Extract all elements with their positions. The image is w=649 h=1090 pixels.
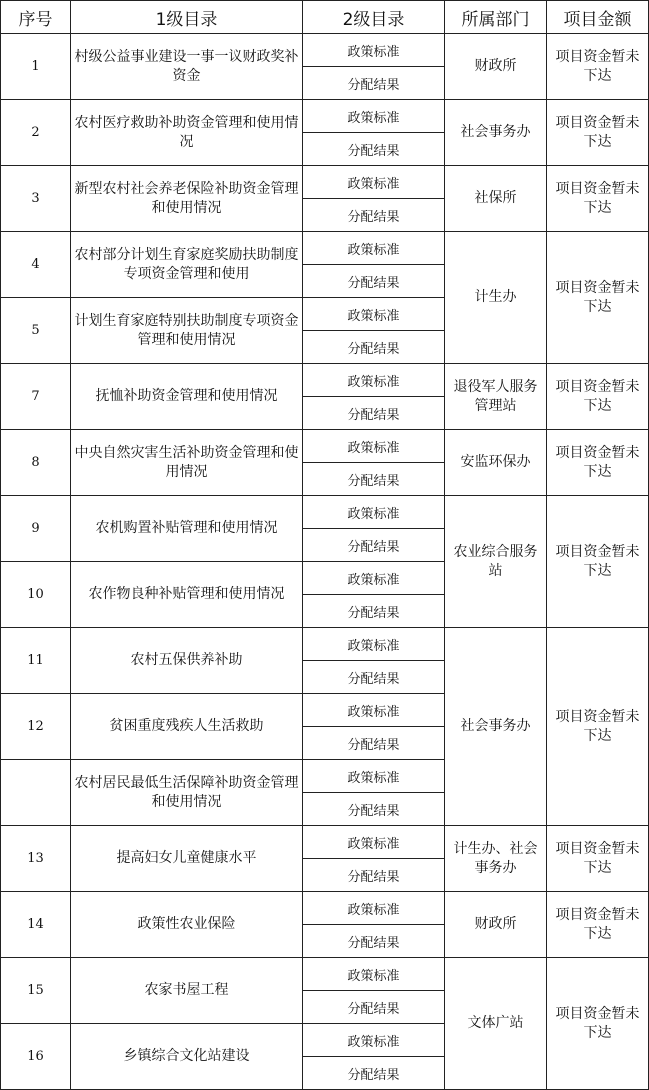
level2-policy-standard: 政策标准 xyxy=(303,562,445,595)
level2-allocation-result: 分配结果 xyxy=(303,331,445,364)
table-row xyxy=(1,430,649,463)
level2-allocation-result: 分配结果 xyxy=(303,397,445,430)
table-row xyxy=(1,100,649,133)
department-cell: 退役军人服务管理站 xyxy=(445,364,547,430)
level2-policy-standard: 政策标准 xyxy=(303,694,445,727)
amount-cell: 项目资金暂未下达 xyxy=(547,232,649,364)
level1-item: 农村五保供养补助 xyxy=(71,628,303,694)
row-seq: 5 xyxy=(1,298,71,364)
level2-allocation-result: 分配结果 xyxy=(303,265,445,298)
amount-cell: 项目资金暂未下达 xyxy=(547,826,649,892)
level1-item: 乡镇综合文化站建设 xyxy=(71,1024,303,1090)
row-seq: 4 xyxy=(1,232,71,298)
row-seq: 10 xyxy=(1,562,71,628)
level2-policy-standard: 政策标准 xyxy=(303,166,445,199)
level2-allocation-result: 分配结果 xyxy=(303,1057,445,1090)
level2-allocation-result: 分配结果 xyxy=(303,991,445,1024)
level2-allocation-result: 分配结果 xyxy=(303,793,445,826)
header-level1: 1级目录 xyxy=(71,1,303,34)
level2-allocation-result: 分配结果 xyxy=(303,463,445,496)
department-cell: 财政所 xyxy=(445,34,547,100)
level2-policy-standard: 政策标准 xyxy=(303,298,445,331)
level1-item: 农村医疗救助补助资金管理和使用情况 xyxy=(71,100,303,166)
level2-allocation-result: 分配结果 xyxy=(303,661,445,694)
level2-policy-standard: 政策标准 xyxy=(303,100,445,133)
level1-item: 农村部分计划生育家庭奖励扶助制度专项资金管理和使用 xyxy=(71,232,303,298)
level1-item: 农机购置补贴管理和使用情况 xyxy=(71,496,303,562)
level1-item: 农家书屋工程 xyxy=(71,958,303,1024)
level2-policy-standard: 政策标准 xyxy=(303,628,445,661)
row-seq: 13 xyxy=(1,826,71,892)
level2-allocation-result: 分配结果 xyxy=(303,727,445,760)
level1-item: 提高妇女儿童健康水平 xyxy=(71,826,303,892)
level1-item: 抚恤补助资金管理和使用情况 xyxy=(71,364,303,430)
level2-policy-standard: 政策标准 xyxy=(303,364,445,397)
table-row xyxy=(1,628,649,661)
level1-item: 村级公益事业建设一事一议财政奖补资金 xyxy=(71,34,303,100)
department-cell: 财政所 xyxy=(445,892,547,958)
level1-item: 计划生育家庭特别扶助制度专项资金管理和使用情况 xyxy=(71,298,303,364)
level2-policy-standard: 政策标准 xyxy=(303,826,445,859)
department-cell: 文体广站 xyxy=(445,958,547,1090)
row-seq: 2 xyxy=(1,100,71,166)
table-row xyxy=(1,892,649,925)
level2-allocation-result: 分配结果 xyxy=(303,199,445,232)
level2-policy-standard: 政策标准 xyxy=(303,892,445,925)
amount-cell: 项目资金暂未下达 xyxy=(547,628,649,826)
level2-policy-standard: 政策标准 xyxy=(303,232,445,265)
table-row xyxy=(1,34,649,67)
level2-allocation-result: 分配结果 xyxy=(303,595,445,628)
level2-allocation-result: 分配结果 xyxy=(303,925,445,958)
table-row xyxy=(1,496,649,529)
amount-cell: 项目资金暂未下达 xyxy=(547,166,649,232)
table-row xyxy=(1,232,649,265)
amount-cell: 项目资金暂未下达 xyxy=(547,496,649,628)
department-cell: 社会事务办 xyxy=(445,628,547,826)
level1-item: 中央自然灾害生活补助资金管理和使用情况 xyxy=(71,430,303,496)
table-row xyxy=(1,166,649,199)
level2-policy-standard: 政策标准 xyxy=(303,34,445,67)
row-seq: 15 xyxy=(1,958,71,1024)
row-seq: 11 xyxy=(1,628,71,694)
department-cell: 计生办、社会事务办 xyxy=(445,826,547,892)
row-seq: 1 xyxy=(1,34,71,100)
department-cell: 社会事务办 xyxy=(445,100,547,166)
header-department: 所属部门 xyxy=(445,1,547,34)
level2-policy-standard: 政策标准 xyxy=(303,1024,445,1057)
row-seq: 3 xyxy=(1,166,71,232)
amount-cell: 项目资金暂未下达 xyxy=(547,430,649,496)
amount-cell: 项目资金暂未下达 xyxy=(547,34,649,100)
level2-allocation-result: 分配结果 xyxy=(303,133,445,166)
level2-allocation-result: 分配结果 xyxy=(303,529,445,562)
row-seq: 8 xyxy=(1,430,71,496)
level1-item: 贫困重度残疾人生活救助 xyxy=(71,694,303,760)
table-row xyxy=(1,958,649,991)
header-level2: 2级目录 xyxy=(303,1,445,34)
level1-item: 政策性农业保险 xyxy=(71,892,303,958)
header-amount: 项目金额 xyxy=(547,1,649,34)
level2-allocation-result: 分配结果 xyxy=(303,67,445,100)
level2-policy-standard: 政策标准 xyxy=(303,760,445,793)
amount-cell: 项目资金暂未下达 xyxy=(547,958,649,1090)
row-seq: 9 xyxy=(1,496,71,562)
level1-item: 新型农村社会养老保险补助资金管理和使用情况 xyxy=(71,166,303,232)
department-cell: 社保所 xyxy=(445,166,547,232)
level2-policy-standard: 政策标准 xyxy=(303,496,445,529)
row-seq xyxy=(1,760,71,826)
row-seq: 7 xyxy=(1,364,71,430)
row-seq: 16 xyxy=(1,1024,71,1090)
level1-item: 农村居民最低生活保障补助资金管理和使用情况 xyxy=(71,760,303,826)
level2-allocation-result: 分配结果 xyxy=(303,859,445,892)
row-seq: 12 xyxy=(1,694,71,760)
table-row xyxy=(1,364,649,397)
level2-policy-standard: 政策标准 xyxy=(303,430,445,463)
level2-policy-standard: 政策标准 xyxy=(303,958,445,991)
level1-item: 农作物良种补贴管理和使用情况 xyxy=(71,562,303,628)
amount-cell: 项目资金暂未下达 xyxy=(547,892,649,958)
row-seq: 14 xyxy=(1,892,71,958)
department-cell: 计生办 xyxy=(445,232,547,364)
header-row xyxy=(1,1,649,34)
table-row xyxy=(1,826,649,859)
department-cell: 安监环保办 xyxy=(445,430,547,496)
amount-cell: 项目资金暂未下达 xyxy=(547,364,649,430)
amount-cell: 项目资金暂未下达 xyxy=(547,100,649,166)
department-cell: 农业综合服务站 xyxy=(445,496,547,628)
header-seq: 序号 xyxy=(1,1,71,34)
